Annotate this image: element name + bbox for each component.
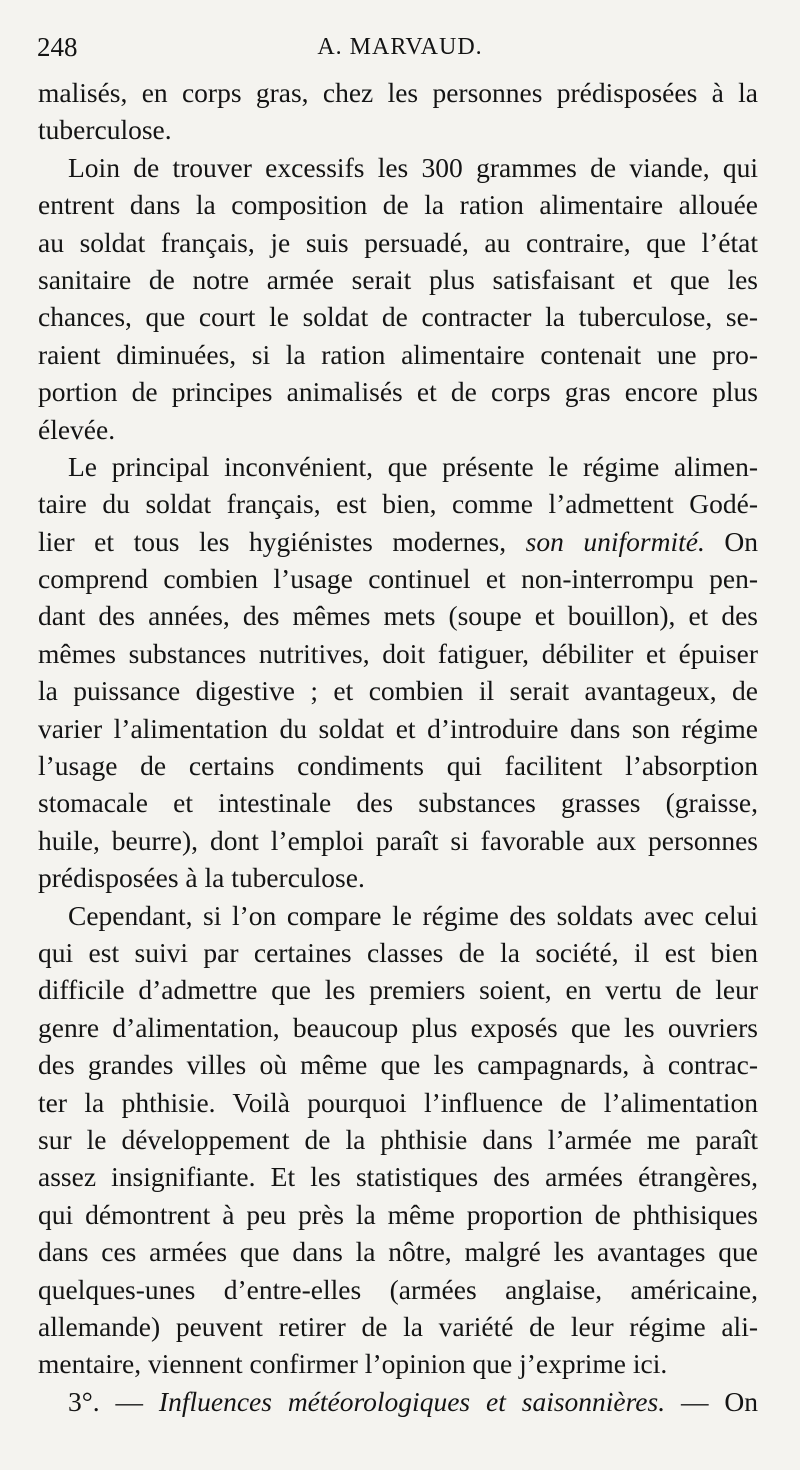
text-line — [38, 111, 758, 148]
line-text: lier et tous les hygiénistes modernes, — [38, 525, 526, 557]
line-text: élevée. — [38, 413, 116, 445]
page-number: 248 — [37, 32, 78, 62]
line-text: sur le développement de la phthisie dans l’armée me paraît — [38, 1123, 758, 1155]
text-line — [38, 822, 758, 859]
text-line — [38, 1009, 758, 1046]
text-line — [38, 971, 758, 1008]
line-text: mêmes substances nutritives, doit fatiguer, débiliter et épuiser — [38, 637, 758, 669]
italic-text: Influences météorologiques et saisonnières. — [158, 1385, 666, 1417]
text-line — [38, 1084, 758, 1121]
text-line — [38, 448, 758, 485]
text-line — [38, 672, 758, 709]
text-line — [38, 411, 758, 448]
text-line — [38, 298, 758, 335]
text-line — [38, 1271, 758, 1308]
line-text: Le principal inconvénient, que présente le régime alimen- — [68, 450, 758, 482]
line-text: stomacale et intestinale des substances grasses (graisse, — [38, 787, 758, 819]
line-text: Loin de trouver excessifs les 300 grammes de viande, qui — [68, 151, 758, 183]
line-text: quelques-unes d’entre-elles (armées anglaise, américaine, — [38, 1273, 758, 1305]
text-line — [38, 485, 758, 522]
text-line — [38, 1046, 758, 1083]
line-text: au soldat français, je suis persuadé, au contraire, que l’état — [38, 226, 758, 258]
line-text-after: On — [704, 525, 758, 557]
text-line — [38, 74, 758, 111]
text-line — [38, 1233, 758, 1270]
page-header — [37, 32, 763, 72]
line-text: entrent dans la composition de la ration alimentaire allouée — [38, 189, 758, 221]
text-line — [38, 747, 758, 784]
line-text: qui est suivi par certaines classes de la société, il est bien — [38, 936, 758, 968]
text-line — [38, 1121, 758, 1158]
line-text: taire du soldat français, est bien, comme l’admettent Godé- — [38, 488, 758, 520]
text-line — [38, 897, 758, 934]
body-text — [38, 74, 758, 1420]
line-text: difficile d’admettre que les premiers soient, en vertu de leur — [38, 974, 758, 1006]
line-text: sanitaire de notre armée serait plus satisfaisant et que les — [38, 263, 758, 295]
line-text: mentaire, viennent confirmer l’opinion que j’exprime ici. — [38, 1348, 668, 1380]
text-line — [38, 1383, 758, 1420]
text-line — [38, 1158, 758, 1195]
text-line — [38, 261, 758, 298]
text-line — [38, 635, 758, 672]
line-text-after: — On — [665, 1385, 758, 1417]
text-line — [38, 784, 758, 821]
text-line — [38, 336, 758, 373]
line-text: Cependant, si l’on compare le régime des soldats avec celui — [68, 899, 758, 931]
line-text: des grandes villes où même que les campagnards, à contrac- — [38, 1049, 758, 1081]
text-line — [38, 1308, 758, 1345]
text-line — [38, 710, 758, 747]
line-text: varier l’alimentation du soldat et d’introduire dans son régime — [38, 712, 758, 744]
text-line — [38, 560, 758, 597]
line-text: assez insignifiante. Et les statistiques des armées étrangères, — [38, 1161, 758, 1193]
line-text: la puissance digestive ; et combien il serait avantageux, de — [38, 675, 758, 707]
line-text: raient diminuées, si la ration alimentaire contenait une pro- — [38, 338, 758, 370]
line-text: malisés, en corps gras, chez les personnes prédisposées à la — [38, 77, 758, 108]
text-line — [38, 1345, 758, 1382]
running-head: A. MARVAUD. — [317, 34, 483, 60]
line-text: tuberculose. — [38, 114, 172, 146]
line-text: portion de principes animalisés et de corps gras encore plus — [38, 376, 758, 408]
text-line — [38, 934, 758, 971]
text-line — [38, 149, 758, 186]
line-text: 3°. — — [68, 1385, 159, 1417]
line-text: comprend combien l’usage continuel et non-interrompu pen- — [38, 563, 758, 595]
line-text: ter la phthisie. Voilà pourquoi l’influence de l’alimentation — [38, 1086, 758, 1118]
text-line — [38, 597, 758, 634]
text-line — [38, 1196, 758, 1233]
line-text: prédisposées à la tuberculose. — [38, 862, 365, 894]
italic-text: son uniformité. — [525, 525, 705, 557]
line-text: genre d’alimentation, beaucoup plus exposés que les ouvriers — [38, 1011, 758, 1043]
line-text: dant des années, des mêmes mets (soupe et bouillon), et des — [38, 600, 758, 632]
line-text: dans ces armées que dans la nôtre, malgré les avantages que — [38, 1236, 758, 1268]
text-line — [38, 373, 758, 410]
line-text: allemande) peuvent retirer de la variété de leur régime ali- — [38, 1310, 758, 1342]
text-line — [38, 523, 758, 560]
text-line — [38, 186, 758, 223]
line-text: l’usage de certains condiments qui facilitent l’absorption — [38, 750, 758, 782]
line-text: chances, que court le soldat de contracter la tuberculose, se- — [38, 301, 758, 333]
line-text: qui démontrent à peu près la même proportion de phthisiques — [38, 1198, 758, 1230]
text-line — [38, 859, 758, 896]
line-text: huile, beurre), dont l’emploi paraît si favorable aux personnes — [38, 824, 758, 856]
text-line — [38, 224, 758, 261]
